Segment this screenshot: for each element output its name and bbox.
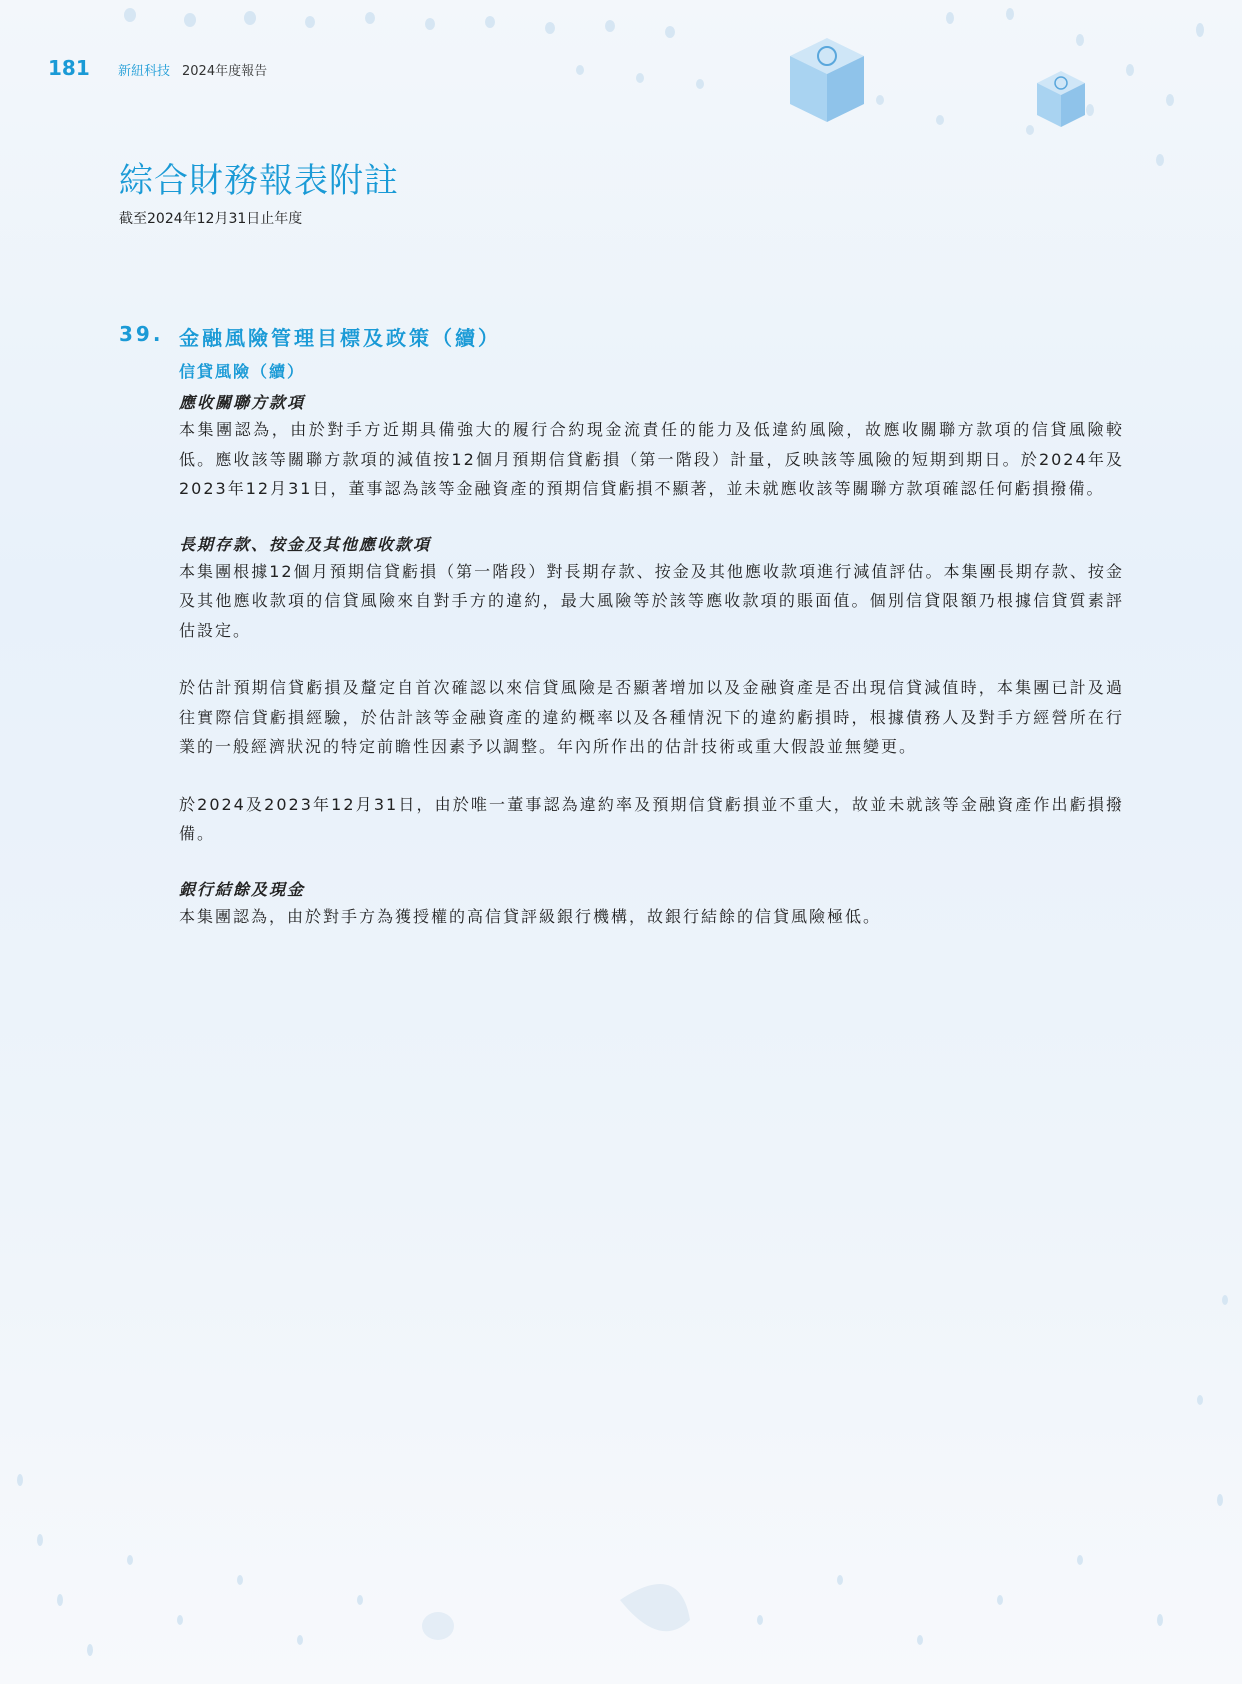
title-block xyxy=(119,153,399,228)
paragraph: 本集團認為，由於對手方為獲授權的高信貸評級銀行機構，故銀行結餘的信貸風險極低。 xyxy=(179,906,882,926)
page-number: 181 xyxy=(48,56,90,80)
page-title: 綜合財務報表附註 xyxy=(119,161,399,201)
paragraph: 本集團認為，由於對手方近期具備強大的履行合約現金流責任的能力及低違約風險，故應收關聯方款項的信貸風險較低。應收該等關聯方款項的減值按12個月預期信貸虧損（第一階段）計量，反映該等風險的短期到期日。於2024年及2023年12月31日，董事認為該等金融資產的預期信貸虧損不顯著，並未就應收該等關聯方款項確認任何虧損撥備。 xyxy=(179,420,1124,498)
subsection-heading: 信貸風險（續） xyxy=(179,362,306,381)
page-subtitle: 截至2024年12月31日止年度 xyxy=(119,211,303,227)
section-content xyxy=(179,359,1124,931)
paragraph: 於2024及2023年12月31日，由於唯一董事認為違約率及預期信貸虧損並不重大，故並未就該等金融資產作出虧損撥備。 xyxy=(179,794,1124,843)
item-heading-related-party: 應收關聯方款項 xyxy=(179,393,306,412)
paragraph: 本集團根據12個月預期信貸虧損（第一階段）對長期存款、按金及其他應收款項進行減值評估。本集團長期存款、按金及其他應收款項的信貸風險來自對手方的違約，最大風險等於該等應收款項的賬面值。個別信貸限額乃根據信貸質素評估設定。 xyxy=(179,561,1124,640)
section-heading xyxy=(119,322,1129,351)
item-heading-bank-balances: 銀行結餘及現金 xyxy=(179,879,306,899)
report-name: 2024年度報告 xyxy=(182,64,268,79)
paragraph: 於估計預期信貸虧損及釐定自首次確認以來信貸風險是否顯著增加以及金融資產是否出現信貸減值時，本集團已計及過往實際信貸虧損經驗，於估計該等金融資產的違約概率以及各種情況下的違約虧損時，根據債務人及對手方經營所在行業的一般經濟狀況的特定前瞻性因素予以調整。年內所作出的估計技術或重大假設並無變更。 xyxy=(179,678,1124,756)
decorative-small-cube-icon xyxy=(1034,68,1088,130)
page-header xyxy=(48,56,267,80)
note-section xyxy=(119,322,1129,931)
company-name: 新紐科技 xyxy=(118,64,171,79)
section-number: 39. xyxy=(119,322,164,346)
item-heading-deposits: 長期存款、按金及其他應收款項 xyxy=(179,534,432,554)
decorative-cube-icon xyxy=(786,34,868,126)
section-title: 金融風險管理目標及政策（續） xyxy=(179,326,501,350)
